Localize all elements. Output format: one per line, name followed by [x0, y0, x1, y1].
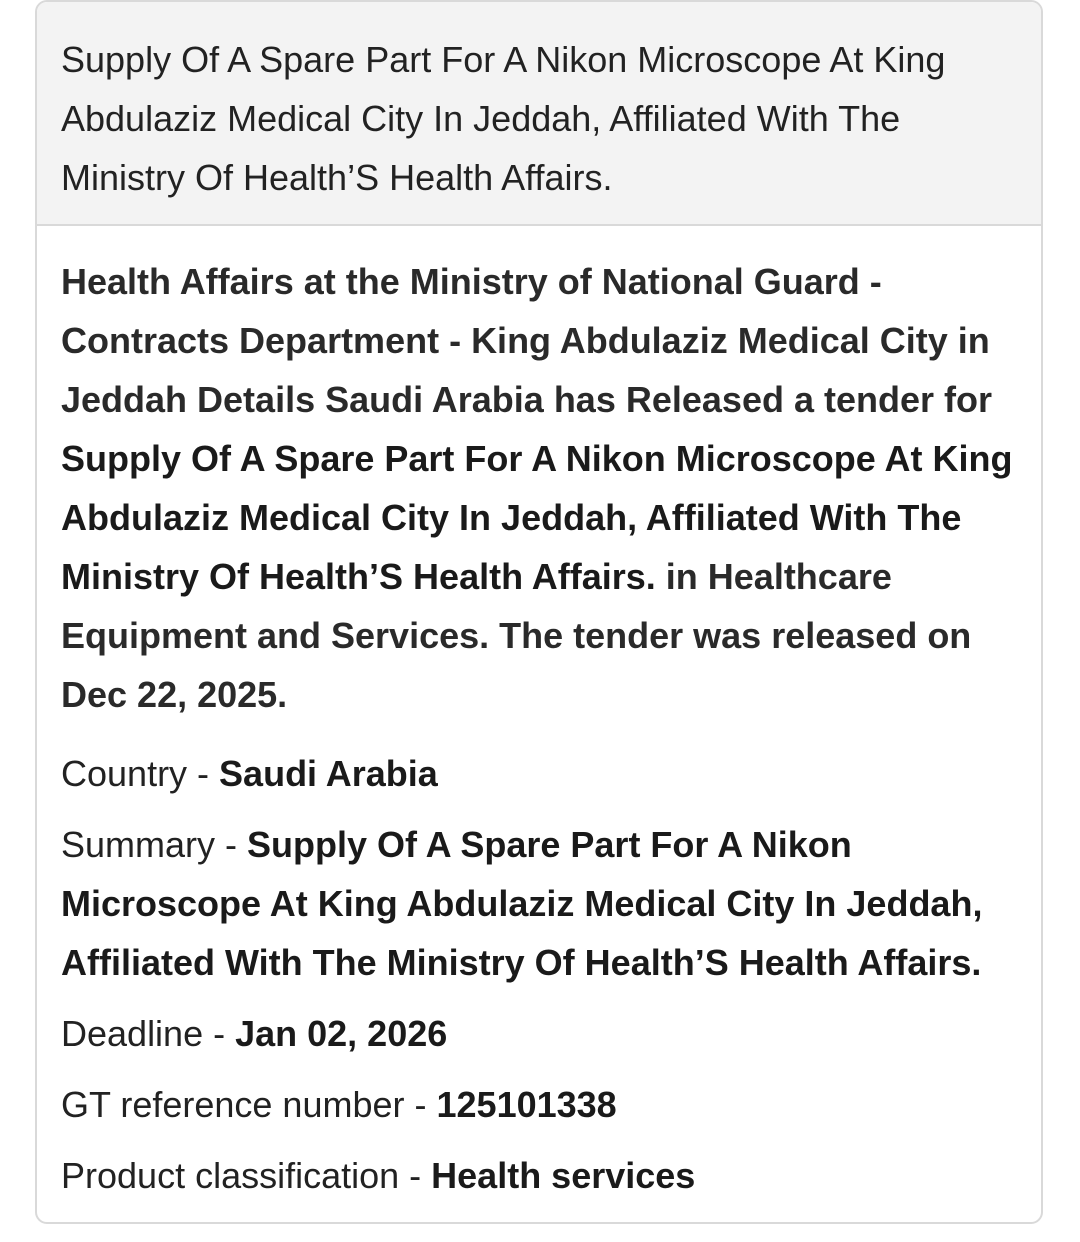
country-row	[61, 744, 1017, 803]
description-outro: in Healthcare Equipment and Services. The tender was released on Dec 22, 2025.	[61, 556, 972, 715]
tender-card-header	[37, 2, 1041, 226]
reference-label: GT reference number -	[61, 1084, 437, 1125]
tender-title: Supply Of A Spare Part For A Nikon Microscope At King Abdulaziz Medical City In Jeddah, Affiliated With The Ministry Of Health’S Health Affairs.	[61, 39, 946, 198]
deadline-row	[61, 1004, 1017, 1063]
classification-value: Health services	[431, 1155, 696, 1196]
description-intro: Health Affairs at the Ministry of National Guard - Contracts Department - King Abdulaziz Medical City in Jeddah Details Saudi Arabia has Released a tender for	[61, 261, 992, 420]
deadline-label: Deadline -	[61, 1013, 236, 1054]
tender-card-body	[37, 226, 1041, 1205]
summary-value: Supply Of A Spare Part For A Nikon Microscope At King Abdulaziz Medical City In Jeddah, Affiliated With The Ministry Of Health’S Health Affairs.	[61, 824, 983, 983]
classification-row	[61, 1146, 1017, 1205]
summary-row	[61, 815, 1017, 992]
country-label: Country -	[61, 753, 220, 794]
tender-card	[35, 0, 1043, 1224]
country-value: Saudi Arabia	[219, 753, 438, 794]
deadline-value: Jan 02, 2026	[235, 1013, 448, 1054]
summary-label: Summary -	[61, 824, 248, 865]
description-tender-title: Supply Of A Spare Part For A Nikon Microscope At King Abdulaziz Medical City In Jeddah, Affiliated With The Ministry Of Health’S Health Affairs.	[61, 438, 1013, 597]
classification-label: Product classification -	[61, 1155, 432, 1196]
reference-value: 125101338	[436, 1084, 617, 1125]
reference-row	[61, 1075, 1017, 1134]
tender-description	[61, 252, 1017, 724]
